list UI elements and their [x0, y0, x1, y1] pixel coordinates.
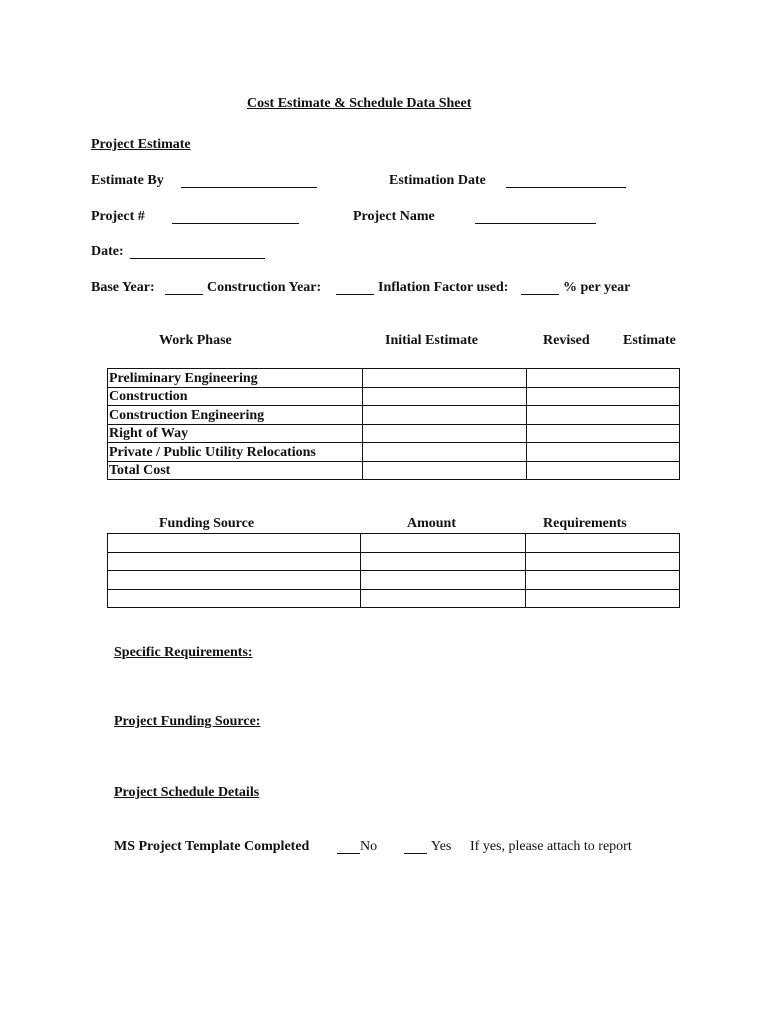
table-row [108, 461, 680, 480]
yes-checkbox-blank[interactable] [404, 853, 427, 854]
amount-cell[interactable] [360, 534, 526, 553]
funding-source-cell[interactable] [108, 571, 361, 590]
base-year-label: Base Year: [91, 280, 155, 295]
funding-source-cell[interactable] [108, 534, 361, 553]
funding-source-cell[interactable] [108, 589, 361, 608]
table-row [108, 571, 680, 590]
project-funding-source-heading: Project Funding Source: [114, 714, 261, 729]
project-estimate-heading: Project Estimate [91, 137, 191, 152]
table-row [108, 424, 680, 443]
work-phase-cell: Total Cost [108, 461, 363, 480]
funding-source-cell[interactable] [108, 552, 361, 571]
date-label: Date: [91, 244, 124, 259]
initial-estimate-cell[interactable] [362, 424, 527, 443]
revised-estimate-cell[interactable] [527, 461, 680, 480]
work-phase-cell: Construction Engineering [108, 406, 363, 425]
estimation-date-field[interactable] [506, 187, 626, 188]
ms-project-label: MS Project Template Completed [114, 839, 310, 854]
work-phase-cell: Right of Way [108, 424, 363, 443]
requirements-cell[interactable] [526, 571, 680, 590]
requirements-cell[interactable] [526, 589, 680, 608]
attach-note: If yes, please attach to report [470, 839, 632, 854]
specific-requirements-heading: Specific Requirements: [114, 645, 253, 660]
inflation-factor-label: Inflation Factor used: [378, 280, 509, 295]
page-title: Cost Estimate & Schedule Data Sheet [247, 96, 472, 111]
amount-cell[interactable] [360, 589, 526, 608]
revised-estimate-cell[interactable] [527, 387, 680, 406]
project-name-label: Project Name [353, 209, 435, 224]
initial-estimate-cell[interactable] [362, 369, 527, 388]
no-option-label: No [360, 839, 378, 854]
funding-source-header: Funding Source [159, 516, 255, 531]
table-row [108, 369, 680, 388]
work-phase-table [107, 368, 680, 480]
amount-header: Amount [407, 516, 457, 531]
amount-cell[interactable] [360, 571, 526, 590]
initial-estimate-cell[interactable] [362, 387, 527, 406]
revised-header: Revised [543, 333, 590, 348]
per-year-label: % per year [563, 280, 631, 295]
initial-estimate-cell[interactable] [362, 406, 527, 425]
revised-estimate-cell[interactable] [527, 406, 680, 425]
construction-year-field[interactable] [336, 294, 374, 295]
project-number-label: Project # [91, 209, 145, 224]
revised-estimate-cell[interactable] [527, 424, 680, 443]
no-checkbox-blank[interactable] [337, 853, 360, 854]
requirements-cell[interactable] [526, 552, 680, 571]
funding-table [107, 533, 680, 608]
table-row [108, 589, 680, 608]
inflation-factor-field[interactable] [521, 294, 559, 295]
table-row [108, 443, 680, 462]
table-row [108, 406, 680, 425]
project-number-field[interactable] [172, 223, 299, 224]
estimate-by-label: Estimate By [91, 173, 164, 188]
estimation-date-label: Estimation Date [389, 173, 486, 188]
work-phase-cell: Private / Public Utility Relocations [108, 443, 363, 462]
estimate-header: Estimate [623, 333, 676, 348]
table-row [108, 534, 680, 553]
initial-estimate-cell[interactable] [362, 443, 527, 462]
amount-cell[interactable] [360, 552, 526, 571]
project-schedule-details-heading: Project Schedule Details [114, 785, 260, 800]
table-row [108, 387, 680, 406]
requirements-cell[interactable] [526, 534, 680, 553]
work-phase-cell: Preliminary Engineering [108, 369, 363, 388]
revised-estimate-cell[interactable] [527, 369, 680, 388]
revised-estimate-cell[interactable] [527, 443, 680, 462]
yes-option-label: Yes [431, 839, 452, 854]
initial-estimate-header: Initial Estimate [385, 333, 478, 348]
project-name-field[interactable] [475, 223, 596, 224]
date-field[interactable] [130, 258, 265, 259]
table-row [108, 552, 680, 571]
work-phase-cell: Construction [108, 387, 363, 406]
requirements-header: Requirements [543, 516, 627, 531]
base-year-field[interactable] [165, 294, 203, 295]
construction-year-label: Construction Year: [207, 280, 322, 295]
estimate-by-field[interactable] [181, 187, 317, 188]
work-phase-header: Work Phase [159, 333, 232, 348]
initial-estimate-cell[interactable] [362, 461, 527, 480]
